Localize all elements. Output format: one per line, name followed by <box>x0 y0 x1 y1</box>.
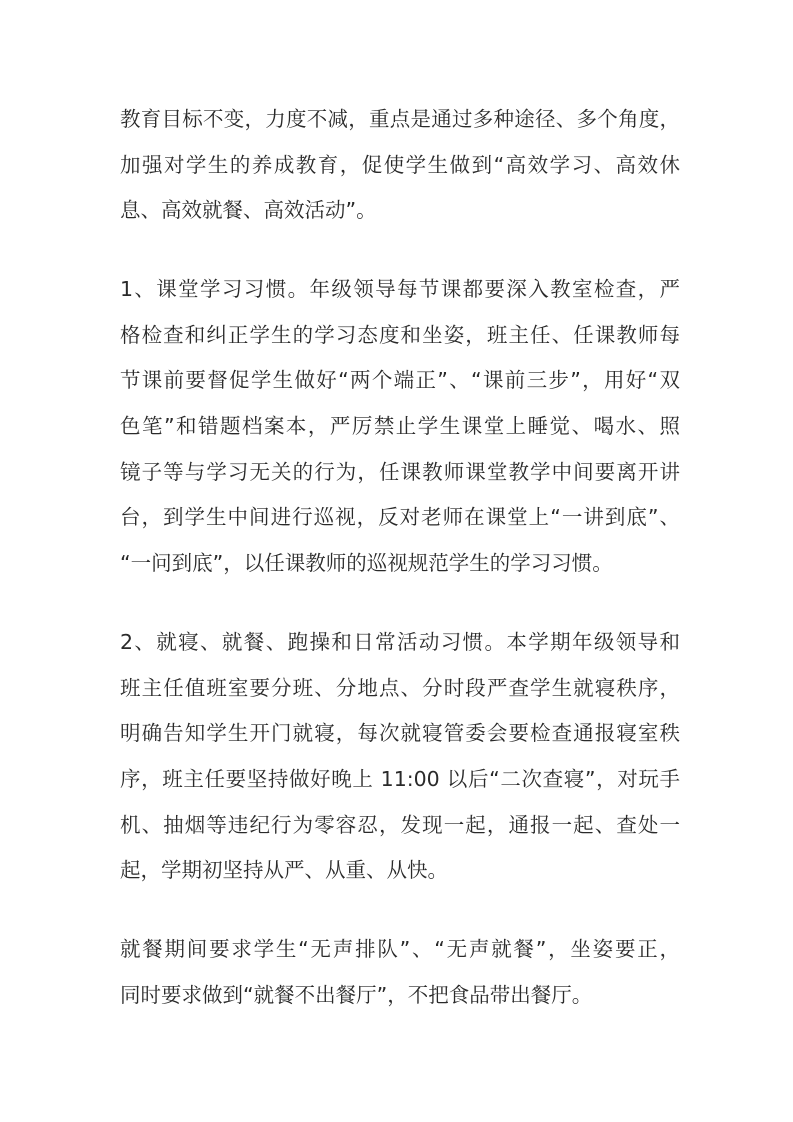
paragraph-2-line-5: 镜子等与学习无关的行为，任课教师课堂教学中间要离开讲 <box>120 460 680 484</box>
paragraph-3-line-6: 起，学期初坚持从严、从重、从快。 <box>120 858 448 882</box>
paragraph-4-line-2: 同时要求做到“就餐不出餐厅”，不把食品带出餐厅。 <box>120 983 593 1007</box>
paragraph-1-line-3: 息、高效就餐、高效活动”。 <box>120 198 377 222</box>
paragraph-3-line-5: 机、抽烟等违纪行为零容忍，发现一起，通报一起、查处一 <box>120 813 680 837</box>
paragraph-2-line-2: 格检查和纠正学生的学习态度和坐姿，班主任、任课教师每 <box>120 323 680 347</box>
paragraph-3-line-4: 序，班主任要坚持做好晚上 11:00 以后“二次查寝”，对玩手 <box>120 767 680 791</box>
paragraph-2-line-6: 台，到学生中间进行巡视，反对老师在课堂上“一讲到底”、 <box>120 505 680 529</box>
paragraph-1-line-1: 教育目标不变，力度不减，重点是通过多种途径、多个角度， <box>120 107 680 131</box>
paragraph-3-line-2: 班主任值班室要分班、分地点、分时段严查学生就寝秩序， <box>120 676 680 700</box>
paragraph-3-line-3: 明确告知学生开门就寝，每次就寝管委会要检查通报寝室秩 <box>120 721 680 745</box>
paragraph-3-line-1: 2、就寝、就餐、跑操和日常活动习惯。本学期年级领导和 <box>120 630 680 654</box>
paragraph-2-line-4: 色笔”和错题档案本，严厉禁止学生课堂上睡觉、喝水、照 <box>120 414 680 438</box>
paragraph-2-line-3: 节课前要督促学生做好“两个端正”、“课前三步”，用好“双 <box>120 368 680 392</box>
paragraph-1-line-2: 加强对学生的养成教育，促使学生做到“高效学习、高效休 <box>120 153 680 177</box>
paragraph-2-line-1: 1、课堂学习习惯。年级领导每节课都要深入教室检查，严 <box>120 277 680 301</box>
paragraph-2-line-7: “一问到底”，以任课教师的巡视规范学生的学习习惯。 <box>120 551 613 575</box>
paragraph-4-line-1: 就餐期间要求学生“无声排队”、“无声就餐”，坐姿要正， <box>120 937 680 961</box>
